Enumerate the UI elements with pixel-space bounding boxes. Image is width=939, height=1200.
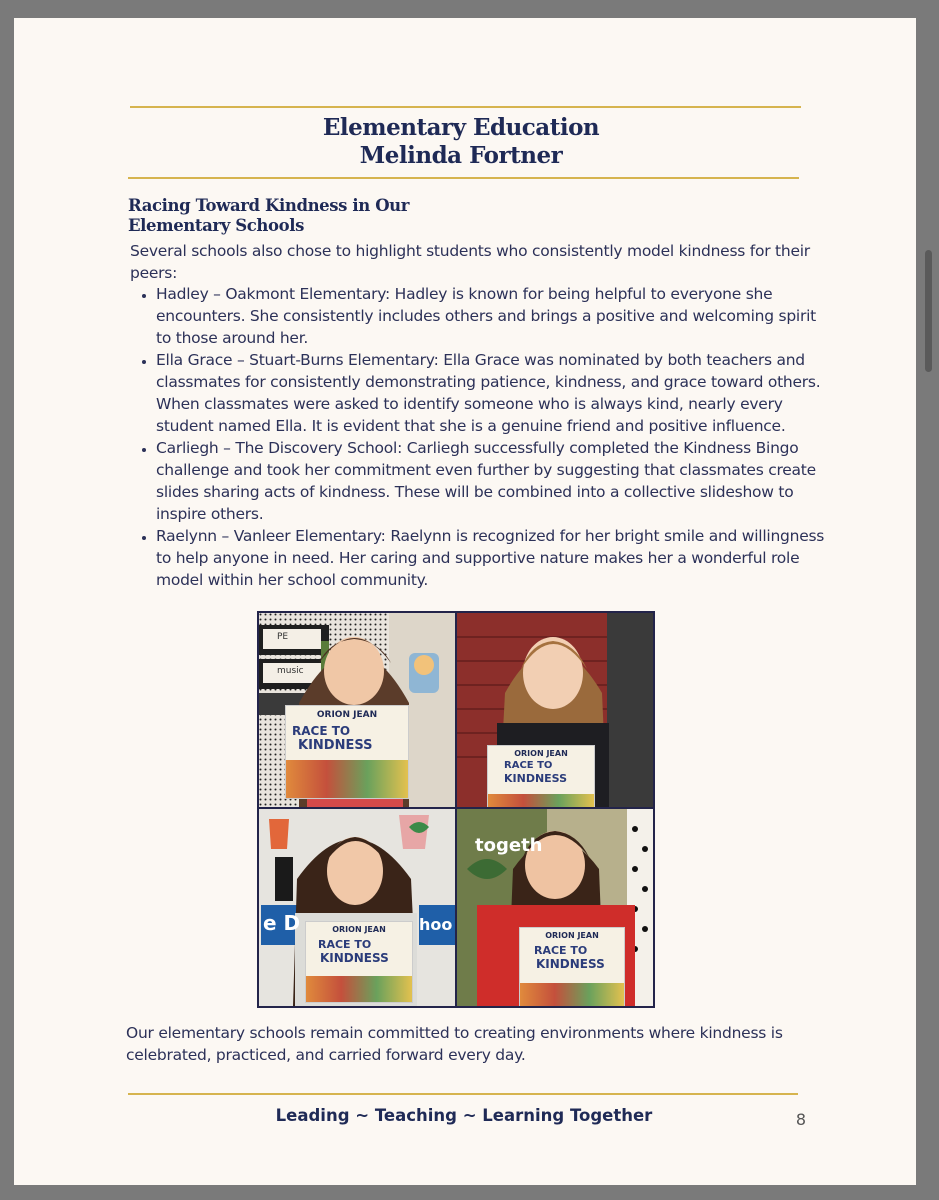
book-title-line2: KINDNESS	[320, 951, 389, 965]
student-photo-collage	[257, 611, 655, 1008]
book-title-line2: KINDNESS	[298, 738, 373, 753]
book-cover	[519, 927, 625, 1006]
footer-rule	[128, 1093, 798, 1095]
document-page	[14, 18, 916, 1185]
photo-ella-grace	[457, 613, 653, 807]
mural-text: togeth	[475, 835, 543, 856]
wall-letters: e D	[263, 911, 301, 935]
book-illustration	[520, 983, 624, 1006]
book-illustration	[306, 976, 412, 1002]
book-author-label: ORION JEAN	[332, 925, 386, 934]
photo-carliegh	[259, 809, 455, 1006]
list-item: • Raelynn – Vanleer Elementary: Raelynn is recognized for her bright smile and willingness to help anyone in need. Her caring and supportive nature makes her a wonderful role model within her school community.	[156, 525, 828, 591]
wall-label: PE	[277, 632, 289, 642]
wall-letters: hoo	[419, 915, 453, 934]
photo-raelynn	[457, 809, 653, 1006]
page-number: 8	[795, 1110, 806, 1129]
book-cover	[487, 745, 595, 807]
book-title-line2: KINDNESS	[504, 772, 568, 785]
intro-paragraph: Several schools also chose to highlight students who consistently model kindness for their peers:	[130, 242, 810, 282]
wall-label: music	[277, 666, 304, 676]
page-title-line2: Melinda Fortner	[359, 142, 563, 169]
book-cover	[305, 921, 413, 1003]
book-title-line1: RACE TO	[534, 944, 588, 957]
list-item: • Hadley – Oakmont Elementary: Hadley is known for being helpful to everyone she encounters. She consistently includes others and brings a positive and welcoming spirit to those around her.	[156, 283, 828, 349]
closing-paragraph: Our elementary schools remain committed to creating environments where kindness is celebrated, practiced, and carried forward every day.	[126, 1024, 783, 1064]
section-heading-line2: Elementary Schools	[128, 216, 304, 235]
section-heading	[128, 196, 448, 236]
student-list	[140, 283, 828, 591]
book-title-line2: KINDNESS	[536, 957, 605, 971]
list-item: • Ella Grace – Stuart-Burns Elementary: Ella Grace was nominated by both teachers and classmates for consistently demonstrating patience, kindness, and grace toward others. When classmates were asked to identify someone who is always kind, nearly every student named Ella. It is evident that she is a genuine friend and positive influence.	[156, 349, 828, 437]
book-author-label: ORION JEAN	[545, 931, 599, 940]
header-bottom-rule	[128, 177, 799, 179]
book-illustration	[488, 794, 594, 807]
list-item: • Carliegh – The Discovery School: Carliegh successfully completed the Kindness Bingo challenge and took her commitment even further by suggesting that classmates create slides sharing acts of kindness. These will be combined into a collective slideshow to inspire others.	[156, 437, 828, 525]
scrollbar[interactable]	[925, 250, 932, 372]
photo-hadley	[259, 613, 455, 807]
header-top-rule	[130, 106, 801, 108]
book-cover	[285, 705, 409, 799]
book-title-line1: RACE TO	[292, 724, 351, 738]
book-illustration	[286, 760, 408, 798]
book-title-line1: RACE TO	[318, 938, 372, 951]
book-author-label: ORION JEAN	[316, 710, 378, 720]
section-heading-line1: Racing Toward Kindness in Our	[128, 196, 410, 215]
book-title-line1: RACE TO	[504, 760, 553, 771]
book-author-label: ORION JEAN	[514, 749, 568, 758]
page-title-line1: Elementary Education	[322, 114, 600, 141]
footer-motto: Leading ~ Teaching ~ Learning Together	[275, 1106, 653, 1125]
